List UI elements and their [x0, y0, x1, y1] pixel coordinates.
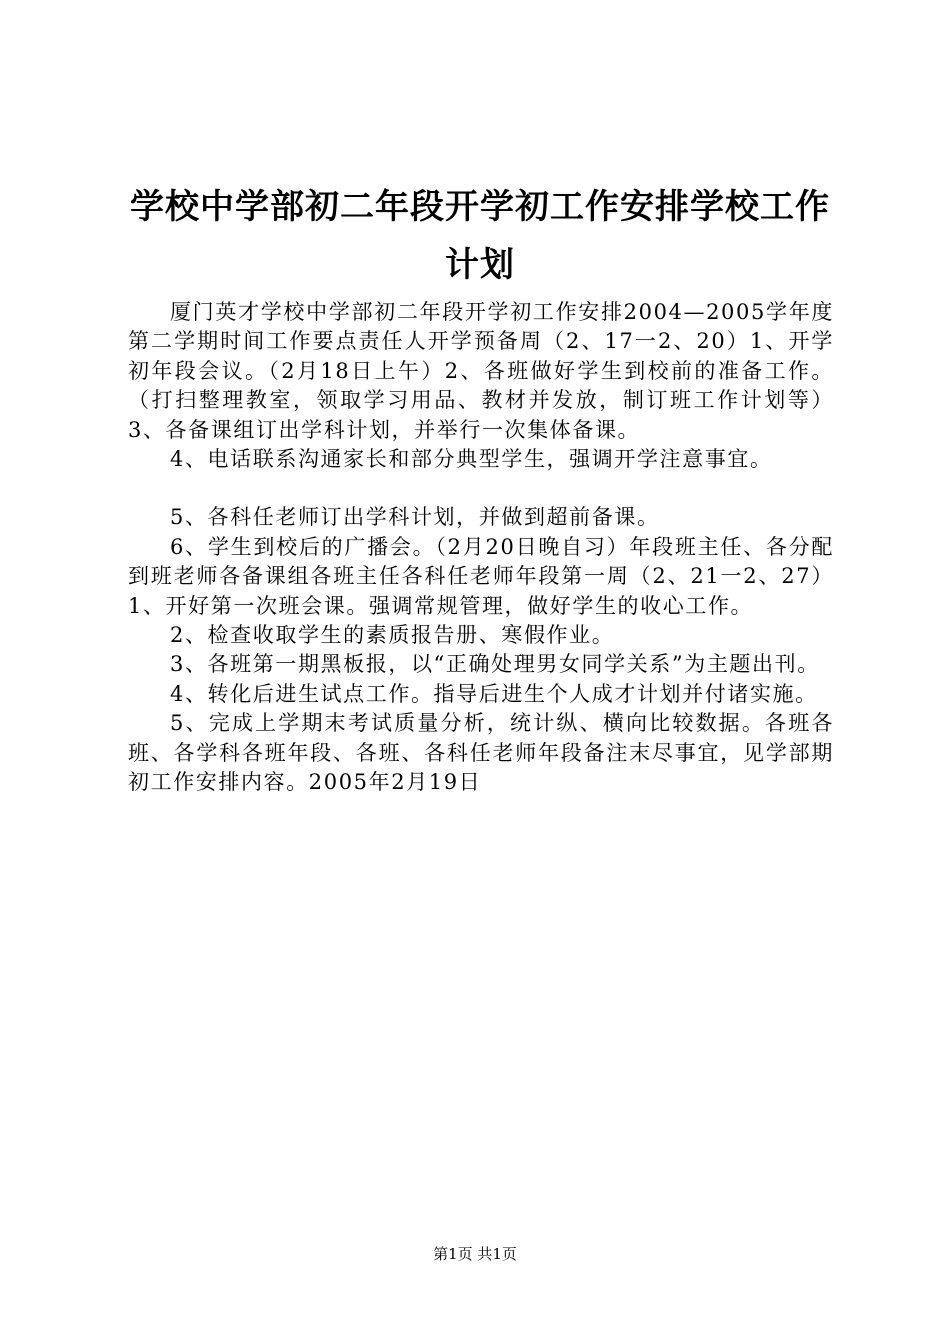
paragraph: 4、转化后进生试点工作。指导后进生个人成才计划并付诸实施。 — [170, 681, 818, 706]
paragraph: 厦门英才学校中学部初二年段开学初工作安排2004—2005学年度第二学期时间工作要点责任人开学预备周（2、17一2、20）1、开学初年段会议。（2月18日上午）2、各班做好学生到校前的准备工作。（打扫整理教室，领取学习用品、教材并发放，制订班工作计划等）3、各备课组订出学科计划，并举行一次集体备课。 — [128, 300, 834, 442]
document-body — [128, 298, 834, 798]
paragraph: 4、电话联系沟通家长和部分典型学生，强调开学注意事宜。 — [170, 447, 773, 472]
page-footer: 第1页 共1页 — [433, 1245, 517, 1263]
paragraph: 5、完成上学期末考试质量分析，统计纵、横向比较数据。各班各班、各学科各班年段、各班、各科任老师年段备注末尽事宜，见学部期初工作安排内容。2005年2月19日 — [128, 711, 834, 795]
paragraph: 3、各班第一期黑板报，以“正确处理男女同学关系”为主题出刊。 — [170, 652, 820, 677]
paragraph: 2、检查收取学生的素质报告册、寒假作业。 — [170, 623, 615, 648]
paragraph: 6、学生到校后的广播会。（2月20日晚自习）年段班主任、各分配到班老师各备课组各班主任各科任老师年段第一周（2、21一2、27）1、开好第一次班会课。强调常规管理，做好学生的收心工作。 — [128, 534, 834, 618]
paragraph: 5、各科任老师订出学科计划，并做到超前备课。 — [170, 505, 660, 530]
document-title: 学校中学部初二年段开学初工作安排学校工作计划 — [130, 187, 830, 285]
